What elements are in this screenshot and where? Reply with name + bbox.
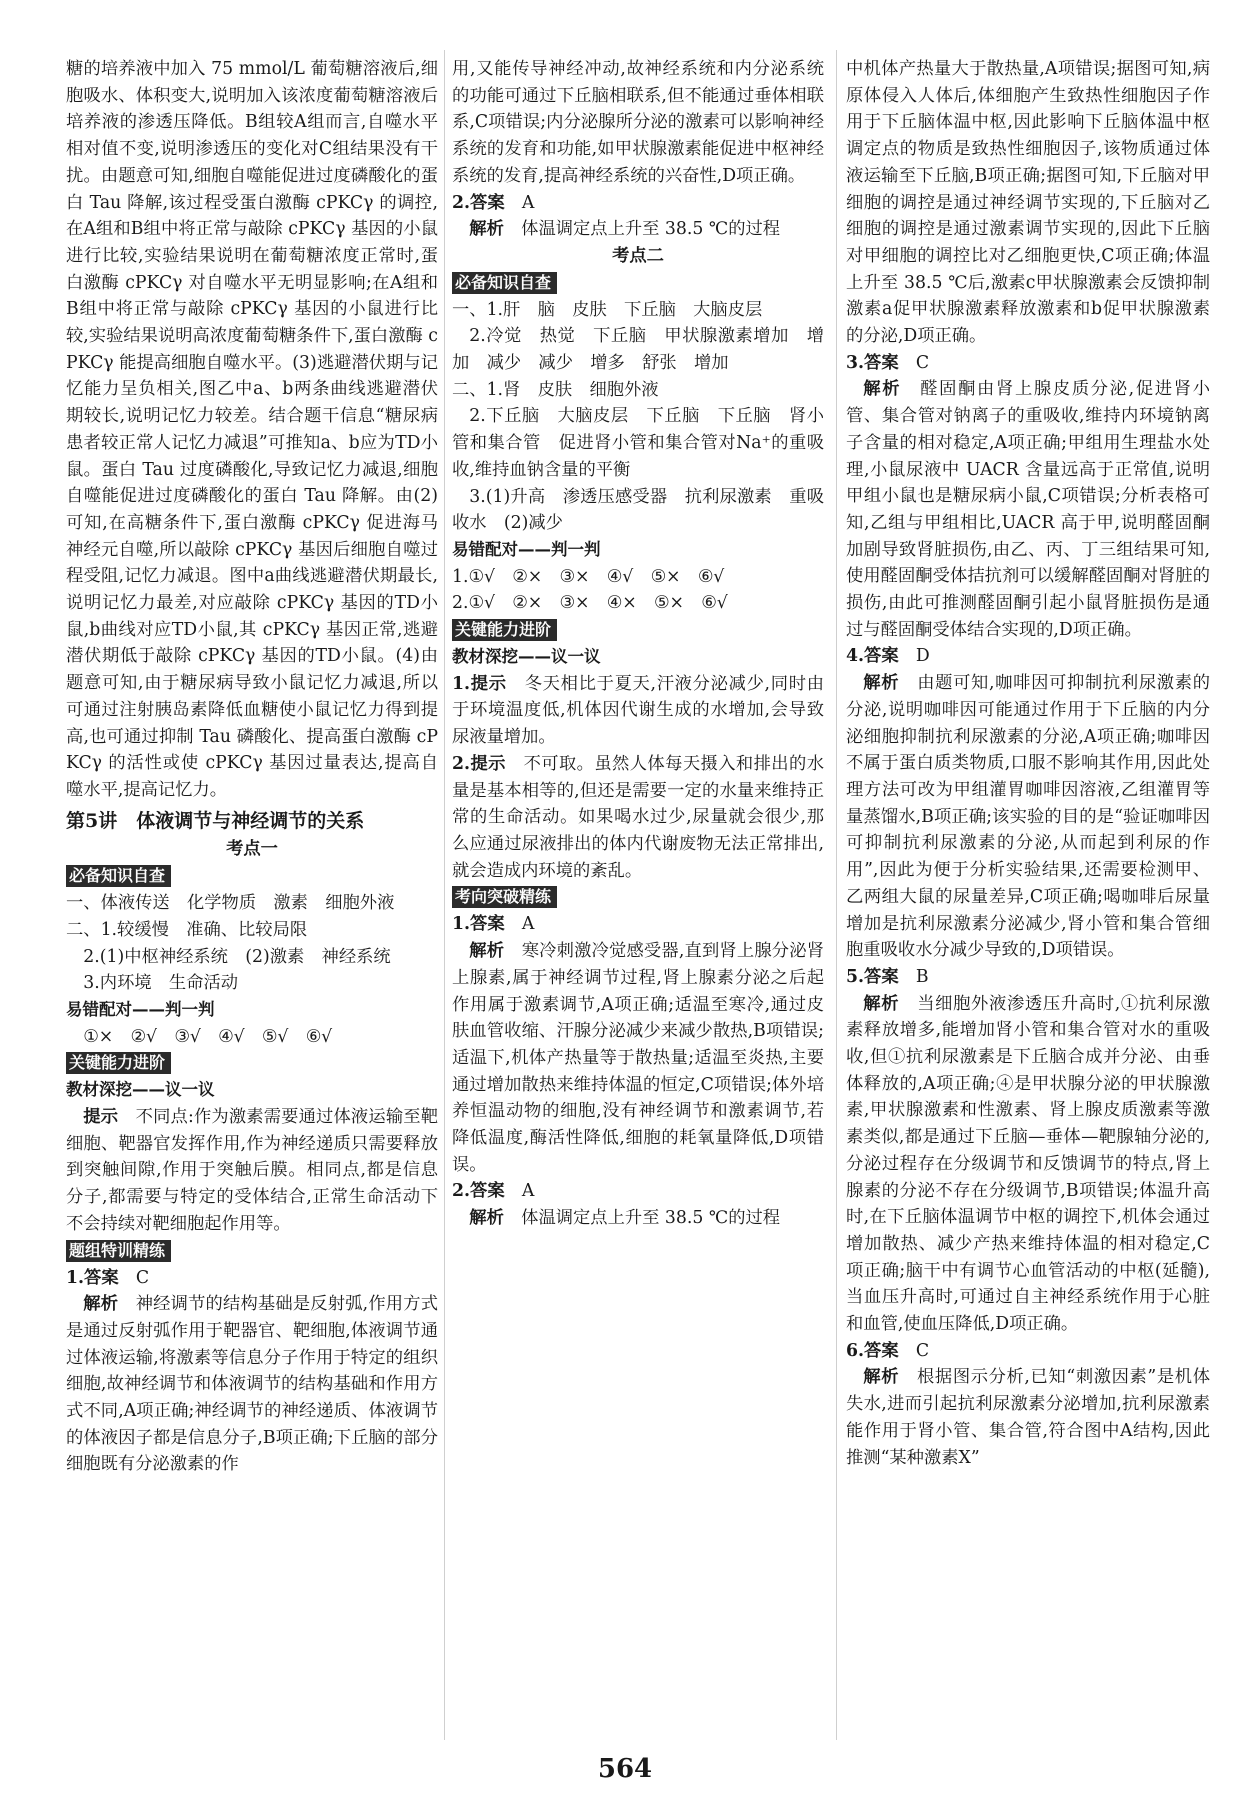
question-number: 3. [846,352,865,373]
section-heading: 关键能力进阶 [452,619,557,641]
answer-value: B [915,966,929,987]
explanation [846,1364,1210,1471]
column-right [846,56,1210,1471]
question-number: 1. [66,1267,85,1288]
answer-label: 答案 [470,1181,505,1202]
answer-line: 3.内环境 生命活动 [83,973,239,994]
explanation [846,376,1210,643]
answer-line: 2.(1)中枢神经系统 (2)激素 神经系统 [83,946,391,967]
explanation-text: 根据图示分析,已知“刺激因素”是机体失水,进而引起抗利尿激素分泌增加,抗利尿激素能作用于肾小管、集合管,符合图中A结构,因此推测“某种激素X” [846,1367,1210,1468]
subsection-heading: 教材深挖——议一议 [66,1080,215,1100]
answer-label: 答案 [864,966,899,987]
question-number: 4. [846,646,865,667]
answer-value: C [915,1340,930,1361]
section-heading: 必备知识自查 [452,272,557,294]
column-divider [444,50,445,1740]
tip-paragraph [452,751,824,885]
answer-value: A [521,914,535,935]
explanation [846,670,1210,964]
tip-text: 冬天相比于夏天,汗液分泌减少,同时由于环境温度低,机体因代谢生成的水增加,会导致尿液量增加。 [452,673,824,748]
tip-text: 不同点:作为激素需要通过体液运输至靶细胞、靶器官发挥作用,作为神经递质只需要释放到突触间隙,作用于突触后膜。相同点,都是信息分子,都需要与特定的受体结合,正常生命活动下不会持续对靶细胞起作用等。 [66,1107,438,1234]
explanation-label: 解析 [863,379,902,400]
subsection-heading: 教材深挖——议一议 [452,647,601,667]
question-number: 2. [452,1181,471,1202]
question-answer [66,1265,438,1292]
question-number: 5. [846,966,865,987]
tip-label: 提示 [83,1107,119,1128]
question-answer [452,911,824,938]
question-answer [846,1338,1210,1365]
answer-value: D [915,646,930,667]
question-number: 1. [452,914,471,935]
page-number: 564 [597,1754,653,1784]
explanation-label: 解析 [863,993,900,1014]
answer-line: ①× ②√ ③√ ④√ ⑤√ ⑥√ [83,1026,333,1047]
explanation [452,938,824,1178]
subsection-heading: 易错配对——判一判 [452,539,601,559]
question-answer [452,1178,824,1205]
answer-line: 2.下丘脑 大脑皮层 下丘脑 下丘脑 肾小管和集合管 促进肾小管和集合管对Na⁺的重吸收,维持血钠含量的平衡 [452,406,824,480]
answer-label: 答案 [864,646,899,667]
section-title: 考点二 [612,245,664,266]
paragraph: 用,又能传导神经冲动,故神经系统和内分泌系统的功能可通过下丘脑相联系,但不能通过垂体相联系,C项错误;内分泌腺所分泌的激素可以影响神经系统的发育和功能,如甲状腺激素能促进中枢神经系统的发育,提高神经系统的兴奋性,D项正确。 [452,59,824,186]
explanation [452,216,824,243]
section-heading: 题组特训精练 [66,1240,171,1262]
explanation-text: 神经调节的结构基础是反射弧,作用方式是通过反射弧作用于靶器官、靶细胞,体液调节通过体液运输,将激素等信息分子作用于特定的组织细胞,故神经调节和体液调节的结构基础和作用方式不同,A项正确;神经调节的神经递质、体液调节的体液因子都是信息分子,B项正确;下丘脑的部分细胞既有分泌激素的作 [66,1294,438,1475]
answer-label: 答案 [470,914,505,935]
explanation-label: 解析 [469,941,505,962]
explanation-text: 体温调定点上升至 38.5 ℃的过程 [521,1208,781,1229]
explanation-text: 醛固酮由肾上腺皮质分泌,促进肾小管、集合管对钠离子的重吸收,维持内环境钠离子含量的相对稳定,A项正确;甲组用生理盐水处理,小鼠尿液中 UACR 含量远高于正常值,说明甲组小鼠也是糖尿病小鼠,C项错误;分析表格可知,乙组与甲组相比,UACR 高于甲,说明醛固酮加剧导致肾脏损伤,由乙、丙、丁三组结果可知,使用醛固酮受体拮抗剂可以缓解醛固酮对肾脏的损伤,由此可推测醛固酮引起小鼠肾脏损伤是通过与醛固酮受体结合实现的,D项正确。 [846,379,1210,640]
explanation-label: 解析 [83,1294,119,1315]
tip-text: 不可取。虽然人体每天摄入和排出的水量是基本相等的,但还是需要一定的水量来维持正常的生命活动。如果喝水过少,尿量就会很少,那么应通过尿液排出的体内代谢废物无法正常排出,就会造成内环境的紊乱。 [452,753,824,881]
question-number: 1. [452,673,471,694]
explanation-label: 解析 [469,1208,504,1229]
explanation-label: 解析 [863,673,900,694]
answer-value: C [915,352,930,373]
answer-line: 1.①√ ②× ③× ④√ ⑤× ⑥√ [452,566,725,587]
explanation-text: 体温调定点上升至 38.5 ℃的过程 [521,219,781,240]
question-number: 6. [846,1340,865,1361]
answer-line: 3.(1)升高 渗透压感受器 抗利尿激素 重吸收水 (2)减少 [452,486,824,534]
question-answer [846,350,1210,377]
answer-value: A [521,192,535,213]
answer-line: 一、1.肝 脑 皮肤 下丘脑 大脑皮层 [452,299,763,320]
section-heading: 必备知识自查 [66,865,171,887]
column-middle [452,56,824,1232]
column-divider [836,50,837,1740]
answer-line: 2.冷觉 热觉 下丘脑 甲状腺激素增加 增加 减少 减少 增多 舒张 增加 [452,326,824,374]
explanation [452,1205,824,1232]
question-number: 2. [452,192,471,213]
tip-paragraph [66,1104,438,1238]
section-heading: 关键能力进阶 [66,1052,171,1074]
subsection-heading: 易错配对——判一判 [66,999,215,1019]
answer-line: 二、1.肾 皮肤 细胞外液 [452,379,659,400]
explanation-text: 寒冷刺激冷觉感受器,直到肾上腺分泌肾上腺素,属于神经调节过程,肾上腺素分泌之后起作用属于激素调节,A项正确;适温至寒冷,通过皮肤血管收缩、汗腺分泌减少来减少散热,B项错误;适温下,机体产热量等于散热量;适温至炎热,主要通过增加散热来维持体温的恒定,C项错误;体外培养恒温动物的细胞,没有神经调节和激素调节,若降低温度,酶活性降低,细胞的耗氧量降低,D项错误。 [452,941,824,1175]
section-title: 考点一 [226,839,278,860]
question-answer [846,964,1210,991]
paragraph: 中机体产热量大于散热量,A项错误;据图可知,病原体侵入人体后,体细胞产生致热性细胞因子作用于下丘脑体温中枢,因此影响下丘脑体温中枢调定点的物质是致热性细胞因子,该物质通过体液运输至下丘脑,B项正确;据图可知,下丘脑对甲细胞的调控是通过神经调节实现的,下丘脑对乙细胞的调控是通过激素调节实现的,因此下丘脑对甲细胞的调控比对乙细胞更快,C项正确;体温上升至 38.5 ℃后,激素c甲状腺激素会反馈抑制激素a促甲状腺激素释放激素和b促甲状腺激素的分泌,D项正确。 [846,59,1210,347]
tip-paragraph [452,671,824,751]
answer-label: 答案 [864,352,899,373]
answer-value: C [135,1267,150,1288]
answer-label: 答案 [84,1267,119,1288]
column-left [66,56,438,1478]
explanation-text: 由题可知,咖啡因可抑制抗利尿激素的分泌,说明咖啡因可能通过作用于下丘脑的内分泌细胞抑制抗利尿激素的分泌,A项正确;咖啡因不属于蛋白质类物质,口服不影响其作用,因此处理方法可改为甲组灌胃咖啡因溶液,乙组灌胃等量蒸馏水,B项正确;该实验的目的是“验证咖啡因可抑制抗利尿激素的分泌,从而起到利尿的作用”,因此为便于分析实验结果,还需要检测甲、乙两组大鼠的尿量差异,C项正确;喝咖啡后尿量增加是抗利尿激素分泌减少,肾小管和集合管细胞重吸收水分减少导致的,D项错误。 [846,673,1210,961]
explanation [846,991,1210,1338]
explanation-label: 解析 [469,219,504,240]
question-number: 2. [452,753,471,774]
tip-label: 提示 [470,753,506,774]
explanation [66,1291,438,1478]
question-answer [846,643,1210,670]
tip-label: 提示 [470,673,507,694]
answer-label: 答案 [470,192,505,213]
answer-label: 答案 [864,1340,899,1361]
paragraph: 糖的培养液中加入 75 mmol/L 葡萄糖溶液后,细胞吸水、体积变大,说明加入该浓度葡萄糖溶液后培养液的渗透压降低。B组较A组而言,自噬水平相对值不变,说明渗透压的变化对C组结果没有干扰。由题意可知,细胞自噬能促进过度磷酸化的蛋白 Tau 降解,该过程受蛋白激酶 cPKCγ 的调控,在A组和B组中将正常与敲除 cPKCγ 基因的小鼠进行比较,实验结果说明在葡萄糖浓度正常时,蛋白激酶 cPKCγ 对自噬水平无明显影响;在A组和B组中将正常与敲除 cPKCγ 基因的小鼠进行比较,实验结果说明高浓度葡萄糖条件下,蛋白激酶 cPKCγ 能提高细胞自噬水平。(3)逃避潜伏期与记忆能力呈负相关,图乙中a、b两条曲线逃避潜伏期较长,说明记忆力较差。结合题干信息“糖尿病患者较正常人记忆力减退”可推知a、b应为TD小鼠。蛋白 Tau 过度磷酸化,导致记忆力减退,细胞自噬能促进过度磷酸化的蛋白 Tau 降解。由(2)可知,在高糖条件下,蛋白激酶 cPKCγ 促进海马神经元自噬,所以敲除 cPKCγ 基因后细胞自噬过程受阻,记忆力减退。图中a曲线逃避潜伏期最长,说明记忆力最差,对应敲除 cPKCγ 基因的TD小鼠,b曲线对应TD小鼠,其 cPKCγ 基因正常,逃避潜伏期低于敲除 cPKCγ 基因的TD小鼠。(4)由题意可知,由于糖尿病导致小鼠记忆力减退,所以可通过注射胰岛素降低血糖使小鼠记忆力得到提高,也可通过抑制 Tau 磷酸化、提高蛋白激酶 cPKCγ 的活性或使 cPKCγ 基因过量表达,提高自噬水平,提高记忆力。 [66,59,438,800]
lecture-title: 第5讲 体液调节与神经调节的关系 [66,809,365,832]
answer-line: 一、体液传送 化学物质 激素 细胞外液 [66,893,395,914]
explanation-label: 解析 [863,1367,900,1388]
answer-line: 二、1.较缓慢 准确、比较局限 [66,919,308,940]
answer-line: 2.①√ ②× ③× ④× ⑤× ⑥√ [452,593,728,614]
question-answer [452,190,824,217]
explanation-text: 当细胞外液渗透压升高时,①抗利尿激素释放增多,能增加肾小管和集合管对水的重吸收,但①抗利尿激素是下丘脑合成并分泌、由垂体释放的,A项正确;④是甲状腺分泌的甲状腺激素,甲状腺激素和性激素、肾上腺皮质激素等激素类似,都是通过下丘脑—垂体—靶腺轴分泌的,分泌过程存在分级调节和反馈调节的特点,肾上腺素的分泌不存在分级调节,B项错误;体温升高时,在下丘脑体温调节中枢的调控下,机体会通过增加散热、减少产热来维持体温的相对稳定,C项正确;脑干中有调节心血管活动的中枢(延髓),当血压升高时,可通过自主神经系统作用于心脏和血管,使血压降低,D项正确。 [846,993,1210,1335]
answer-value: A [521,1181,535,1202]
section-heading: 考向突破精练 [452,886,557,908]
